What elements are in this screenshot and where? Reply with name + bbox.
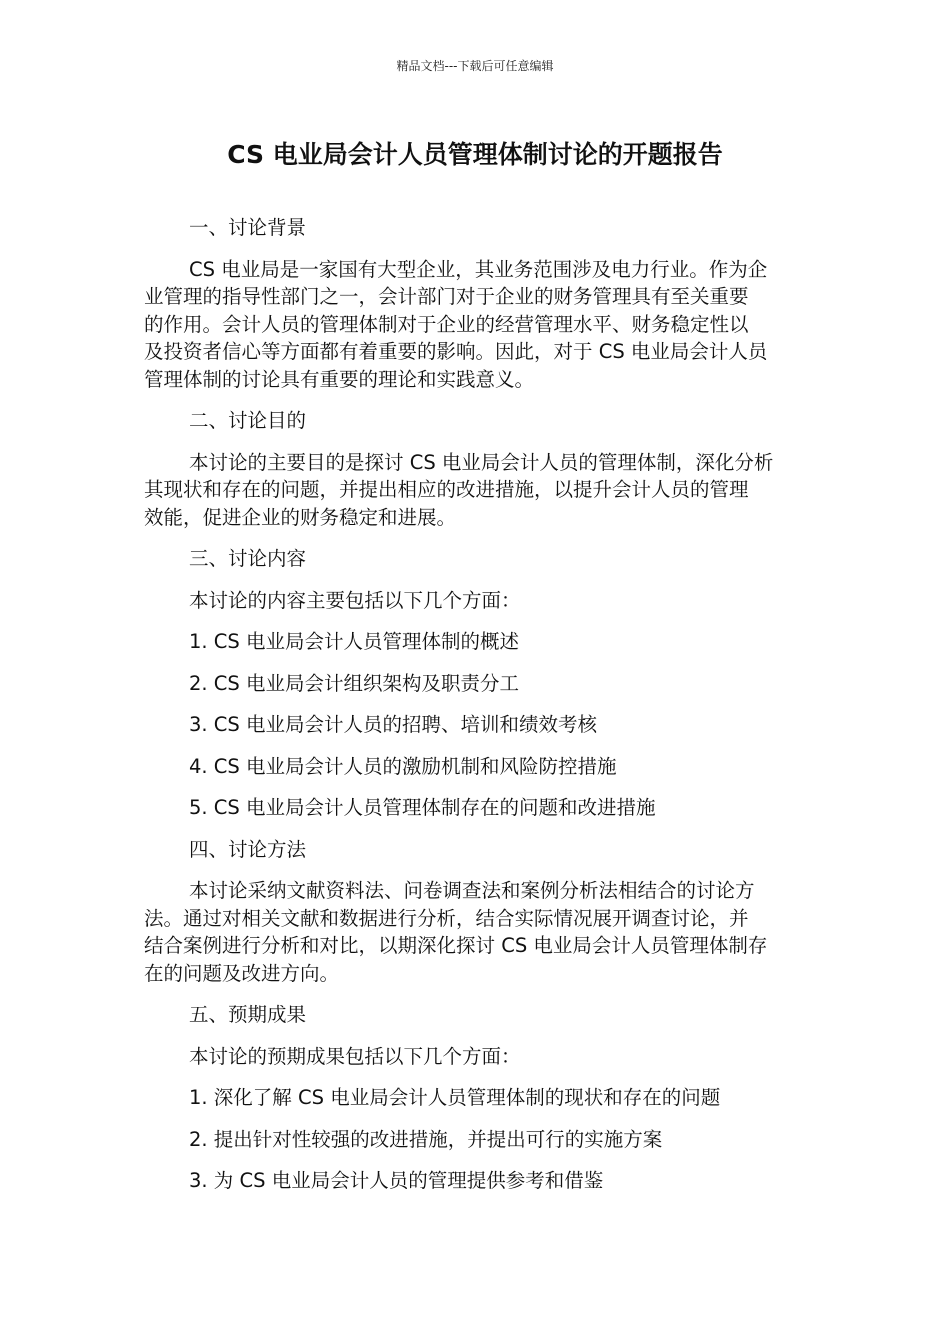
list-item: 5. CS 电业局会计人员管理体制存在的问题和改进措施 <box>189 796 656 819</box>
list-item: 4. CS 电业局会计人员的激励机制和风险防控措施 <box>189 754 617 778</box>
paragraph-line: 结合案例进行分析和对比，以期深化探讨 CS 电业局会计人员管理体制存 <box>144 934 768 957</box>
paragraph-line: 及投资者信心等方面都有着重要的影响。因此，对于 CS 电业局会计人员 <box>144 340 768 363</box>
list-intro: 本讨论的预期成果包括以下几个方面： <box>189 1044 521 1068</box>
header-note: 精品文档---下载后可任意编辑 <box>396 59 554 73</box>
paragraph-line: 本讨论采纳文献资料法、问卷调查法和案例分析法相结合的讨论方 <box>189 879 755 902</box>
list-item: 1. 深化了解 CS 电业局会计人员管理体制的现状和存在的问题 <box>189 1086 721 1109</box>
paragraph-line: 本讨论的主要目的是探讨 CS 电业局会计人员的管理体制，深化分析 <box>189 450 774 474</box>
paragraph-line: 其现状和存在的问题，并提出相应的改进措施，以提升会计人员的管理 <box>144 478 749 501</box>
document-title: CS 电业局会计人员管理体制讨论的开题报告 <box>227 140 723 169</box>
spacer <box>144 393 808 407</box>
list-item: 3. CS 电业局会计人员的招聘、培训和绩效考核 <box>189 713 597 736</box>
paragraph-line: 法。通过对相关文献和数据进行分析，结合实际情况展开调查讨论，并 <box>144 906 749 930</box>
list-item: 3. 为 CS 电业局会计人员的管理提供参考和借鉴 <box>189 1169 604 1192</box>
section-heading-content: 三、讨论内容 <box>189 547 307 570</box>
paragraph-line: 管理体制的讨论具有重要的理论和实践意义。 <box>144 367 535 391</box>
spacer <box>144 531 808 545</box>
list-item: 1. CS 电业局会计人员管理体制的概述 <box>189 630 519 653</box>
paragraph-line: CS 电业局是一家国有大型企业，其业务范围涉及电力行业。作为企 <box>189 257 768 281</box>
section-heading-purpose: 二、讨论目的 <box>189 409 307 432</box>
paragraph-line: 效能，促进企业的财务稳定和进展。 <box>144 505 457 529</box>
document-body <box>144 214 808 1209</box>
section-heading-method: 四、讨论方法 <box>189 837 307 861</box>
paragraph-line: 的作用。会计人员的管理体制对于企业的经营管理水平、财务稳定性以 <box>144 312 749 336</box>
spacer <box>144 987 808 1001</box>
list-item: 2. 提出针对性较强的改进措施，并提出可行的实施方案 <box>189 1127 663 1151</box>
section-heading-results: 五、预期成果 <box>189 1003 307 1026</box>
list-intro: 本讨论的内容主要包括以下几个方面： <box>189 588 521 612</box>
paragraph-line: 在的问题及改进方向。 <box>144 961 340 985</box>
section-heading-background: 一、讨论背景 <box>189 216 307 239</box>
paragraph-line: 业管理的指导性部门之一，会计部门对于企业的财务管理具有至关重要 <box>144 285 749 308</box>
list-item: 2. CS 电业局会计组织架构及职责分工 <box>189 671 519 695</box>
